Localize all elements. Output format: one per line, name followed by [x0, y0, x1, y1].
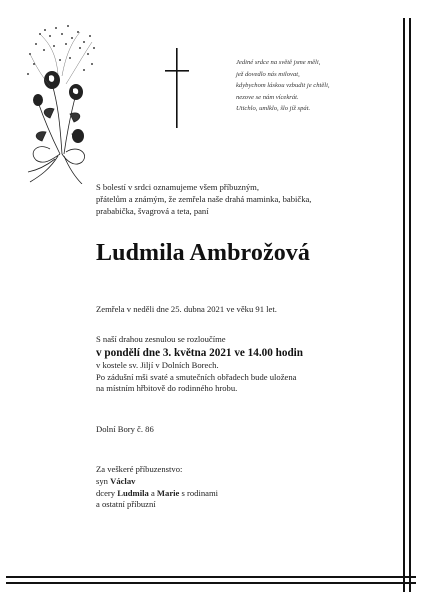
daughter-name-2: Marie — [156, 487, 180, 498]
farewell-text: S naší drahou zesnulou se rozloučíme — [96, 334, 226, 344]
funeral-datetime: v pondělí dne 3. května 2021 ve 14.00 hodin — [96, 346, 304, 359]
daughter-name-1: Ludmila — [117, 487, 149, 498]
memorial-poem — [236, 57, 401, 115]
funeral-info — [96, 334, 303, 395]
address — [96, 424, 154, 436]
intro-line: S bolestí v srdci oznamujeme všem příbuzným, — [96, 182, 260, 192]
family-daughters — [96, 488, 218, 500]
frame-line-bottom-outer — [6, 582, 416, 584]
family-heading: Za veškeré příbuzenstvo: — [96, 464, 183, 474]
intro-line: přátelům a známým, že zemřela naše drahá maminka, babička, — [96, 193, 312, 204]
intro-line: prababička, švagrová a teta, paní — [96, 205, 209, 216]
daughters-prefix: dcery — [96, 487, 116, 498]
cross-icon — [165, 48, 189, 128]
deceased-name: Ludmila Ambrožová — [96, 239, 311, 266]
family-others: a ostatní příbuzní — [96, 499, 156, 510]
address-text: Dolní Bory č. 86 — [96, 424, 154, 434]
son-name: Václav — [110, 475, 136, 486]
family-signature — [96, 464, 218, 511]
family-son — [96, 476, 218, 488]
conjunction: a — [150, 487, 155, 498]
frame-line-bottom-inner — [6, 576, 416, 578]
burial-text-2: na místním hřbitově do rodinného hrobu. — [96, 383, 238, 394]
poem-line: jež dovedlo nás milovat, — [236, 70, 300, 78]
poem-line: Utichlo, umlklo, šlo jíž spát. — [236, 105, 311, 113]
rose-flower-icon — [10, 14, 110, 184]
son-prefix: syn — [96, 475, 108, 486]
poem-line: nezove se nám vícekrát. — [236, 93, 299, 101]
daughters-suffix: s rodinami — [181, 487, 219, 498]
frame-line-right-inner — [403, 18, 405, 592]
death-notice-text: Zemřela v neděli dne 25. dubna 2021 ve věku 91 let. — [96, 304, 277, 314]
frame-line-right-outer — [409, 18, 411, 592]
funeral-location: v kostele sv. Jiljí v Dolních Borech. — [96, 359, 219, 370]
poem-line: kdybychom láskou vzbudit je chtěli, — [236, 82, 330, 90]
burial-text-1: Po zádušní mši svaté a smutečních obřadech bude uložena — [96, 371, 297, 382]
death-notice — [96, 304, 277, 316]
intro-paragraph — [96, 182, 311, 217]
poem-line: Jediné srdce na světě jsme měli, — [236, 59, 321, 66]
